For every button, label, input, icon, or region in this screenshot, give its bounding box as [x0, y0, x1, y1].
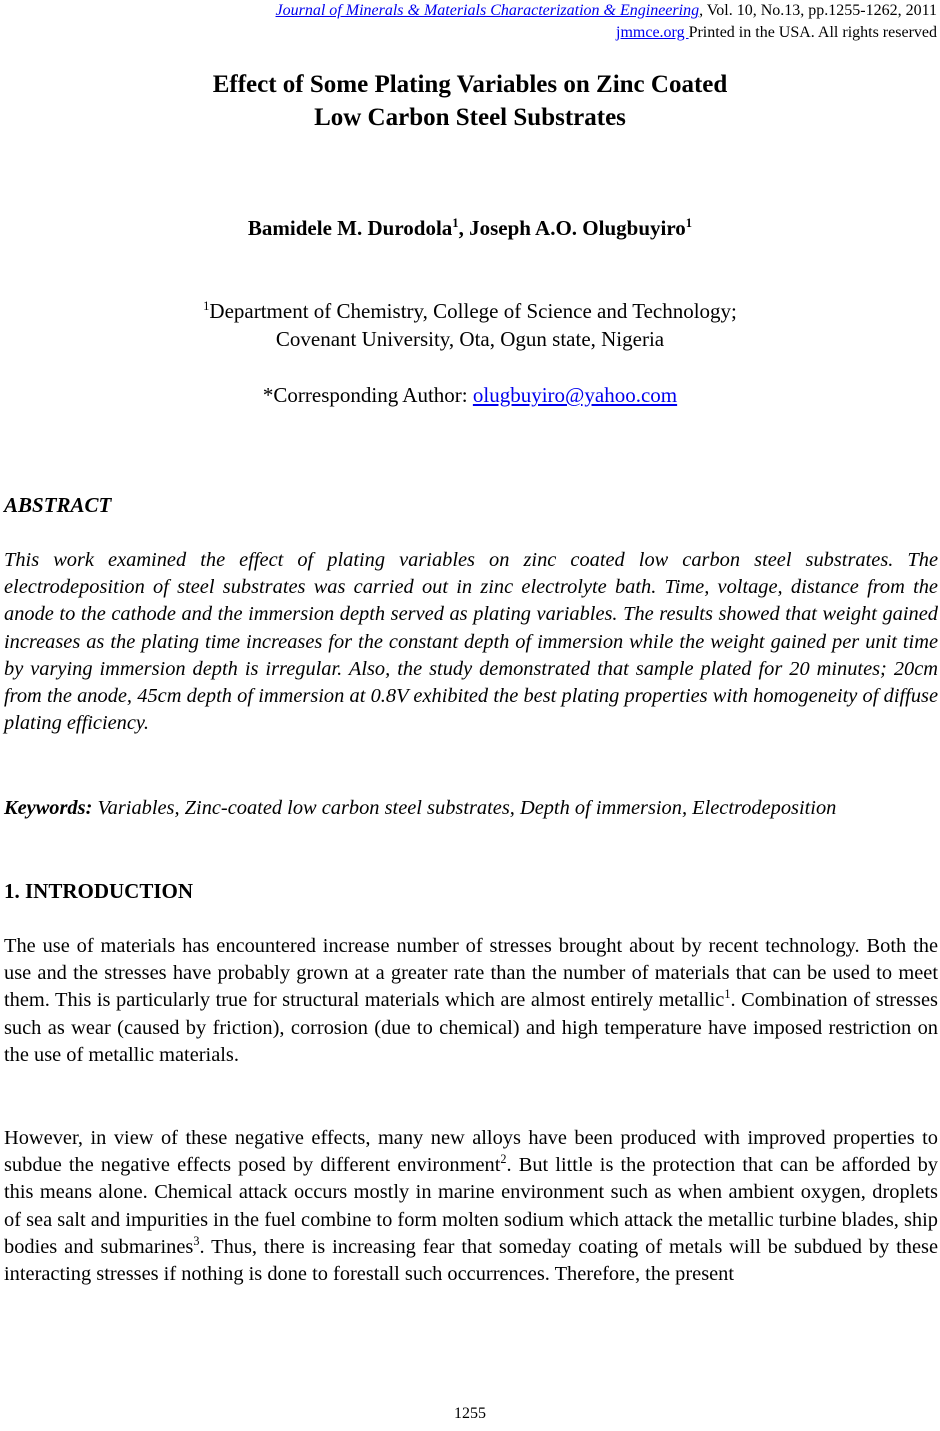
author-separator: ,: [458, 216, 470, 240]
rights-text: Printed in the USA. All rights reserved: [688, 24, 937, 41]
author-2: Joseph A.O. Olugbuyiro: [469, 216, 686, 240]
intro-p2-part-c: . Thus, there is increasing fear that someday coating of metals will be subdued by these interacting stresses if nothing is done to forestall such occurrences. Therefore, the present: [4, 1235, 939, 1286]
corresponding-author: [0, 381, 940, 409]
title-line-1: Effect of Some Plating Variables on Zinc Coated: [212, 71, 728, 98]
affiliation-mark: 1: [203, 299, 210, 313]
paper-title: [0, 68, 940, 134]
citation-3: 3: [193, 1234, 200, 1249]
affiliation-line-2: Covenant University, Ota, Ogun state, Nigeria: [275, 327, 665, 351]
keywords-label: Keywords:: [4, 797, 93, 819]
volume-info: , Vol. 10, No.13, pp.1255-1262, 2011: [699, 2, 937, 19]
author-2-affil-mark: 1: [685, 216, 693, 230]
introduction-paragraph-2: [4, 1125, 938, 1288]
keywords: [4, 795, 938, 822]
abstract-text: This work examined the effect of plating variables on zinc coated low carbon steel substrates. The electrodeposition of steel substrates was carried out in zinc electrolyte bath. Time, voltage, distance from the anode to the cathode and the immersion depth served as plating variables. The results showed that weight gained increases as the plating time increases for the constant depth of immersion while the weight gained per unit time by varying immersion depth is irregular. Also, the study demonstrated that sample plated for 20 minutes; 20cm from the anode, 45cm depth of immersion at 0.8V exhibited the best plating properties with homogeneity of diffuse plating efficiency.: [4, 549, 938, 735]
site-link[interactable]: jmmce.org: [616, 24, 689, 41]
citation-2: 2: [500, 1152, 507, 1167]
intro-p2-part-a: However, in view of these negative effects, many new alloys have been produced with improved properties to subdue the negative effects posed by different environment: [4, 1127, 938, 1177]
author-1-affil-mark: 1: [452, 216, 459, 230]
affiliation-line-1: [0, 297, 940, 325]
intro-p2-part-b: . But little is the protection that can be afforded by this means alone. Chemical attack occurs mostly in marine environment such as when ambient oxygen, droplets of sea salt and impurities in the fuel combine to form molten sodium which attack the metallic turbine blades, ship bodies and submarines: [4, 1154, 938, 1258]
journal-link[interactable]: Journal of Minerals & Materials Characterization & Engineering: [275, 2, 700, 19]
affiliation-department: Department of Chemistry, College of Science and Technology;: [209, 299, 737, 323]
introduction-heading: 1. INTRODUCTION: [4, 879, 194, 903]
intro-p1-part-b: . Combination of stresses such as wear (caused by friction), corrosion (due to chemical) and high temperature have imposed restriction on the use of metallic materials.: [4, 989, 938, 1066]
header-line-1: [276, 0, 937, 22]
running-header: [276, 0, 937, 44]
affiliation: [0, 297, 940, 353]
intro-p1-part-a: The use of materials has encountered increase number of stresses brought about by recent technology. Both the use and the stresses have probably grown at a greater rate than the number of materials that can be used to meet them. This is particularly true for structural materials which are almost entirely metallic: [4, 935, 938, 1012]
email-link[interactable]: olugbuyiro@yahoo.com: [472, 383, 678, 407]
author-1: Bamidele M. Durodola: [247, 216, 453, 240]
title-line-2: Low Carbon Steel Substrates: [314, 104, 626, 131]
abstract-heading: ABSTRACT: [4, 493, 112, 517]
keywords-text: Variables, Zinc-coated low carbon steel substrates, Depth of immersion, Electrodeposition: [92, 797, 837, 819]
page-number: 1255: [454, 1405, 486, 1422]
citation-1: 1: [724, 987, 731, 1002]
introduction-paragraph-1: [4, 933, 938, 1069]
author-list: [0, 214, 940, 242]
header-line-2: [276, 22, 937, 44]
corresponding-label: *Corresponding Author:: [262, 383, 473, 407]
